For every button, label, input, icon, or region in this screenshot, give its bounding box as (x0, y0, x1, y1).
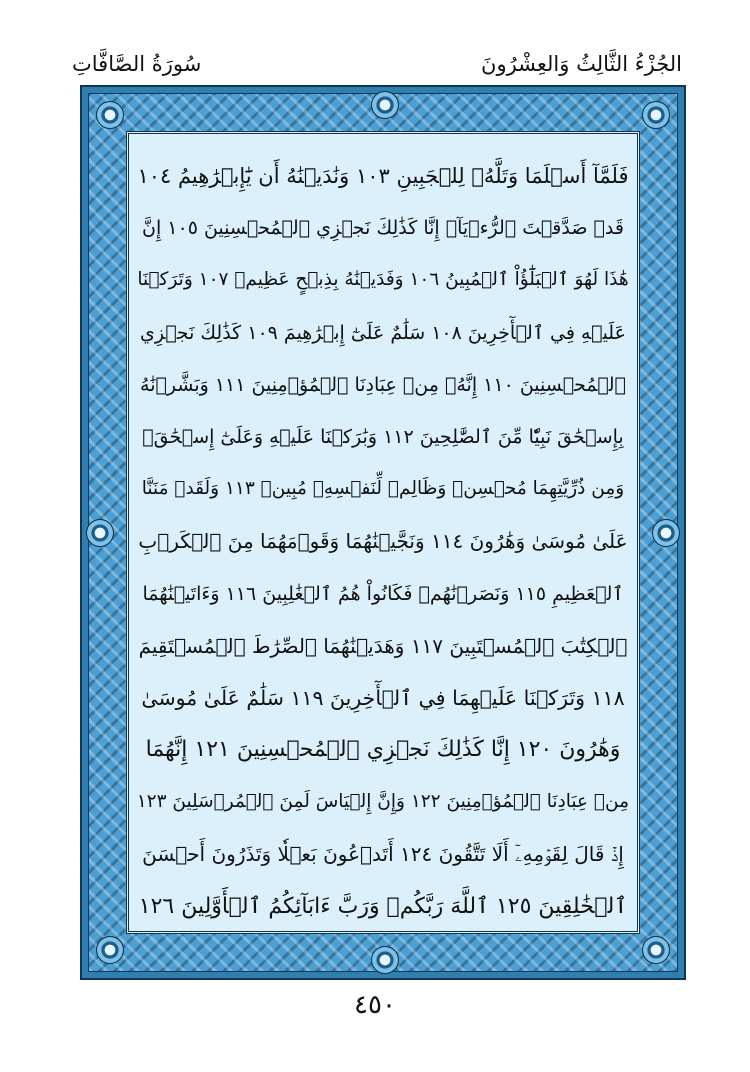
corner-ornament-icon (642, 101, 670, 129)
verse-line: ٱلۡمُحۡسِنِينَ ١١٠ إِنَّهُۥ مِنۡ عِبَادِنَا ٱلۡمُؤۡمِنِينَ ١١١ وَبَشَّرۡنَٰهُ (140, 373, 626, 396)
surah-title: سُورَةُ الصَّافَّاتِ (72, 52, 202, 76)
top-ornament-icon (371, 91, 399, 119)
verse-line: وَمِن ذُرِّيَّتِهِمَا مُحۡسِنٞ وَظَالِمٞ لِّنَفۡسِهِۦ مُبِينٞ ١١٣ وَلَقَدۡ مَنَنَّا (141, 478, 625, 500)
verse-lines (137, 150, 629, 917)
verse-line: بِإِسۡحَٰقَ نَبِيّٗا مِّنَ ٱلصَّٰلِحِينَ ١١٢ وَبَٰرَكۡنَا عَلَيۡهِ وَعَلَىٰٓ إِسۡحَٰقَۚ (142, 425, 624, 448)
bottom-ornament-icon (371, 946, 399, 974)
page-number: ٤٥٠ (354, 990, 396, 1020)
corner-ornament-icon (96, 101, 124, 129)
side-ornament-icon (86, 519, 114, 547)
verse-line: وَهَٰرُونَ ١٢٠ إِنَّا كَذَٰلِكَ نَجۡزِي ٱلۡمُحۡسِنِينَ ١٢١ إِنَّهُمَا (145, 737, 621, 763)
side-ornament-icon (652, 519, 680, 547)
verse-line: فَلَمَّآ أَسۡلَمَا وَتَلَّهُۥ لِلۡجَبِينِ ١٠٣ وَنَٰدَيۡنَٰهُ أَن يَٰٓإِبۡرَٰهِيمُ ١٠٤ (137, 164, 629, 188)
corner-ornament-icon (642, 936, 670, 964)
verse-line: ٱلۡكِتَٰبَ ٱلۡمُسۡتَبِينَ ١١٧ وَهَدَيۡنَٰهُمَا ٱلصِّرَٰطَ ٱلۡمُسۡتَقِيمَ (138, 633, 628, 658)
text-panel (126, 131, 640, 934)
verse-line: عَلَيۡهِ فِي ٱلۡأٓخِرِينَ ١٠٨ سَلَٰمٌ عَلَىٰٓ إِبۡرَٰهِيمَ ١٠٩ كَذَٰلِكَ نَجۡزِي (140, 321, 626, 344)
verse-line: هَٰذَا لَهُوَ ٱلۡبَلَٰٓؤُاْ ٱلۡمُبِينُ ١٠٦ وَفَدَيۡنَٰهُ بِذِبۡحٍ عَظِيمٖ ١٠٧ وَتَرَكۡنَا (137, 269, 629, 291)
verse-line: مِنۡ عِبَادِنَا ٱلۡمُؤۡمِنِينَ ١٢٢ وَإِنَّ إِلۡيَاسَ لَمِنَ ٱلۡمُرۡسَلِينَ ١٢٣ (137, 791, 629, 813)
verse-line: ٱلۡعَظِيمِ ١١٥ وَنَصَرۡنَٰهُمۡ فَكَانُواْ هُمُ ٱلۡغَٰلِبِينَ ١١٦ وَءَاتَيۡنَٰهُمَا (142, 582, 624, 605)
verse-line: ١١٨ وَتَرَكۡنَا عَلَيۡهِمَا فِي ٱلۡأٓخِرِينَ ١١٩ سَلَٰمٌ عَلَىٰ مُوسَىٰ (141, 685, 625, 710)
verse-line: عَلَىٰ مُوسَىٰ وَهَٰرُونَ ١١٤ وَنَجَّيۡنَٰهُمَا وَقَوۡمَهُمَا مِنَ ٱلۡكَرۡبِ (138, 529, 628, 554)
verse-line: قَدۡ صَدَّقۡتَ ٱلرُّءۡيَآۚ إِنَّا كَذَٰلِكَ نَجۡزِي ٱلۡمُحۡسِنِينَ ١٠٥ إِنَّ (142, 217, 624, 240)
corner-ornament-icon (96, 936, 124, 964)
juz-title: الجُزْءُ الثَّالِثُ وَالعِشْرُونَ (481, 52, 682, 76)
verse-line: ٱلۡخَٰلِقِينَ ١٢٥ ٱللَّهَ رَبَّكُمۡ وَرَبَّ ءَابَآئِكُمُ ٱلۡأَوَّلِينَ ١٢٦ (138, 893, 628, 919)
decorative-frame (80, 85, 686, 980)
verse-line: إِذۡ قَالَ لِقَوۡمِهِۦٓ أَلَا تَتَّقُونَ ١٢٤ أَتَدۡعُونَ بَعۡلٗا وَتَذَرُونَ أَحۡسَنَ (142, 842, 624, 867)
